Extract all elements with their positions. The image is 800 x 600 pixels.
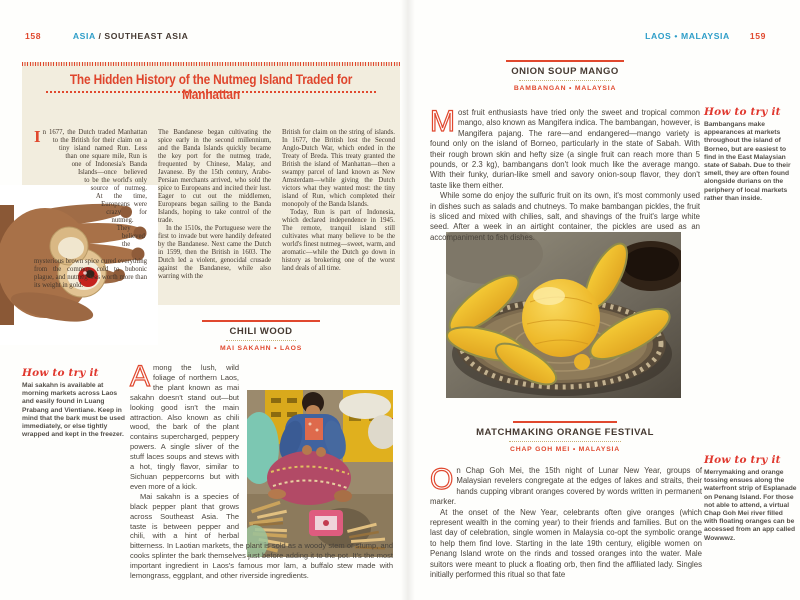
- entry-title: ONION SOUP MANGO: [511, 66, 619, 77]
- breadcrumb-section: / SOUTHEAST ASIA: [98, 31, 189, 41]
- paragraph-text: ost fruit enthusiasts have tried only the sweet and tropical common mango, also known as Mangifera indica. The bambangan, however, is Mangifera pajang. The rare—and endangered—mango variety is found only on the island of Borneo, particularly in the state of Sabah. With their rough brown skin and hefty size (a single fruit can reach more than 5 pounds, or 2.3 kg), bambangans don't look much like the average mango. With their funky, durian-like smell and savory onion-soup flavor, they don't taste like them either.: [430, 108, 700, 190]
- paragraph: The Bandanese began cultivating the spice early in the second millennium, and the Banda Islands quickly became the key port for the nutmeg trade, frequented by Chinese, Malay, and Javanese. By the 15th century, Arabo-Persian merchants arrived, who sold the spice to Europeans and incited their lust. Eager to cut out the middlemen, Europeans began sailing to the Banda Islands, hoping to take control of the trade.: [158, 129, 271, 224]
- entry-heading-onion-soup-mango: [430, 60, 700, 92]
- howto-body: Bambangans make appearances at markets throughout the island of Borneo, but are easiest to find in the East Malaysian state of Sabah. Due to their smell, they are often found alongside durians on the periphery of local markets rather than inside.: [704, 121, 791, 202]
- dotted-rule: [226, 340, 296, 341]
- paragraph-text: n Chap Goh Mei, the 15th night of Lunar New Year, groups of Malaysian revelers congregate at the edges of lakes and straits, their hands cupping vibrant oranges covered by words written in permanent marker.: [430, 466, 702, 507]
- feature-column-1-text: n 1677, the Dutch traded Manhattan to the British for their claim on a tiny island named Run. Less than one square mile, Run is one of Indonesia's Banda Islands—once believed to be the world's only source of nutmeg. At the time, Europeans were crazy for nutmeg. They believed the mysterious brown spice cured everything from the common cold to bubonic plague, and nutmeg was worth more than its weight in gold.: [34, 129, 147, 289]
- entry-title: CHILI WOOD: [229, 326, 293, 337]
- feature-title: The Hidden History of the Nutmeg Island Traded for Manhattan: [69, 72, 353, 102]
- paragraph: Today, Run is part of Indonesia, which declared independence in 1945. The remote, tranquil island still cultivates what many believe to be the world's finest nutmeg—sweet, warm, and aromatic—while the Dutch go down in history as brokering one of the worst land deals of all time.: [282, 209, 395, 272]
- howto-body: Mai sakahn is available at morning markets across Laos and easily found in Luang Prabang and Vientiane. Keep in mind that the bark must be used immediately, or else tightly wrapped and kept in the freezer.: [22, 382, 125, 439]
- breadcrumb-region: ASIA: [72, 31, 96, 41]
- paragraph: In the 1510s, the Portuguese were the first to invade but were handily defeated by the Bandanese. Next came the Dutch in 1599, then the British in 1603. The Dutch led a violent, genocidal crusade against the Bandanese, while also warring with the: [158, 225, 271, 280]
- page-header-left: [25, 31, 188, 41]
- header-countries: LAOS • MALAYSIA: [645, 31, 730, 41]
- page-number-left: 158: [25, 31, 42, 41]
- feature-column-2: [158, 129, 271, 281]
- howto-sidebar-left: [22, 367, 128, 439]
- entry-subtitle: CHAP GOH MEI • MALAYSIA: [510, 446, 620, 453]
- red-rule: [506, 60, 624, 62]
- paragraph: British for claim on the string of islands. In 1677, the British lost the Second Anglo-Dutch War, which ended in the Treaty of Breda. This treaty granted the British the island of Manhattan—then a swampy parcel of land known as New Amsterdam—while giving the Dutch victors what they wanted most: the tiny island of Run, which completed their monopoly of the Banda Islands.: [282, 129, 395, 208]
- entry-body-matchmaking-orange-festival: [430, 463, 702, 580]
- howto-body: Merrymaking and orange tossing ensues along the waterfront strip of Esplanade on Penang Island. For those not able to attend, a virtual Chap Goh Mei river filled with floating oranges can be accessed from an app called Wowwwz.: [704, 469, 797, 542]
- entry-body-chili-wood: [130, 360, 393, 581]
- paragraph: [430, 463, 702, 508]
- entry-subtitle: MAI SAKAHN • LAOS: [219, 345, 303, 352]
- entry-dropcap: O: [430, 463, 454, 496]
- feature-column-3: [282, 129, 395, 273]
- howto-sidebar-right-bottom: [704, 454, 797, 543]
- paragraph: [430, 105, 700, 191]
- dotted-rule: [509, 441, 621, 442]
- feature-dropcap: I: [34, 127, 41, 146]
- entry-heading-chili-wood: [130, 320, 392, 352]
- red-rule: [202, 320, 320, 322]
- entry-dropcap: A: [130, 360, 151, 393]
- howto-heading: How to try it: [704, 454, 781, 466]
- page-header-right: [645, 31, 766, 41]
- photo-wrap-spacer: [245, 387, 393, 537]
- feature-column-1: [34, 127, 147, 289]
- paragraph: While some do enjoy the sulfuric fruit on its own, it's most commonly used in dishes such as salads and chutneys. To make bambangan pickles, the fruit is sliced and mixed with chilies, salt, and shavings of the fruit's large white seed. After a week in an airtight container, the pickles are used as an accompaniment to fish dishes.: [430, 191, 700, 242]
- entry-heading-matchmaking-orange-festival: [430, 421, 700, 453]
- howto-heading: How to try it: [704, 106, 781, 118]
- paragraph: At the onset of the New Year, celebrants often give oranges (which represent wealth in the coming year) to their friends and families. But on the last day of celebration, single women in Malaysia co-opt the symbolic orange to help them find love. Starting in the late 19th century, eligible women on Penang Island wrote on the rinds and tossed oranges into the water. Male suitors were meant to pluck a floating orb, then find the affiliated lady. Singles initially performed this ritual so that fate: [430, 507, 702, 580]
- feature-title-dotted-rule: [46, 91, 376, 93]
- page-number-right: 159: [749, 31, 766, 41]
- paragraph: Mai sakahn is a species of black pepper plant that grows across Southeast Asia. The taste is between pepper and chili, with a hint of herbal bitterness. In Laotian markets, the plant is sold as a woody stem or stump, and cooks splinter the bark themselves just before adding it to the pot. It's the most important ingredient in Laos's famous mor lam, a buffalo stew made with lemongrass, eggplant, and other riverside ingredients.: [130, 491, 393, 581]
- center-gutter: [401, 0, 415, 600]
- entry-subtitle: BAMBANGAN • MALAYSIA: [513, 85, 617, 92]
- dotted-rule: [519, 80, 611, 81]
- howto-sidebar-right-top: [704, 106, 797, 203]
- entry-dropcap: M: [430, 105, 455, 138]
- ticked-rule: [22, 62, 400, 66]
- bambangan-mango-photo: [446, 232, 681, 398]
- red-rule: [513, 421, 617, 423]
- paragraph-text: mong the lush, wild foliage of northern Laos, the plant known as mai sakahn doesn't stand out—but looking good isn't the main attraction. Also known as chili wood, the bark of the plant contains supercharged, peppery powers. A single sliver of the stuff laces soups and stews with a hot, tingly flavor, similar to Sichuan peppercorns but with even more of a kick.: [130, 363, 239, 491]
- entry-body-onion-soup-mango: [430, 105, 700, 243]
- entry-title: MATCHMAKING ORANGE FESTIVAL: [476, 427, 654, 438]
- howto-heading: How to try it: [22, 367, 99, 379]
